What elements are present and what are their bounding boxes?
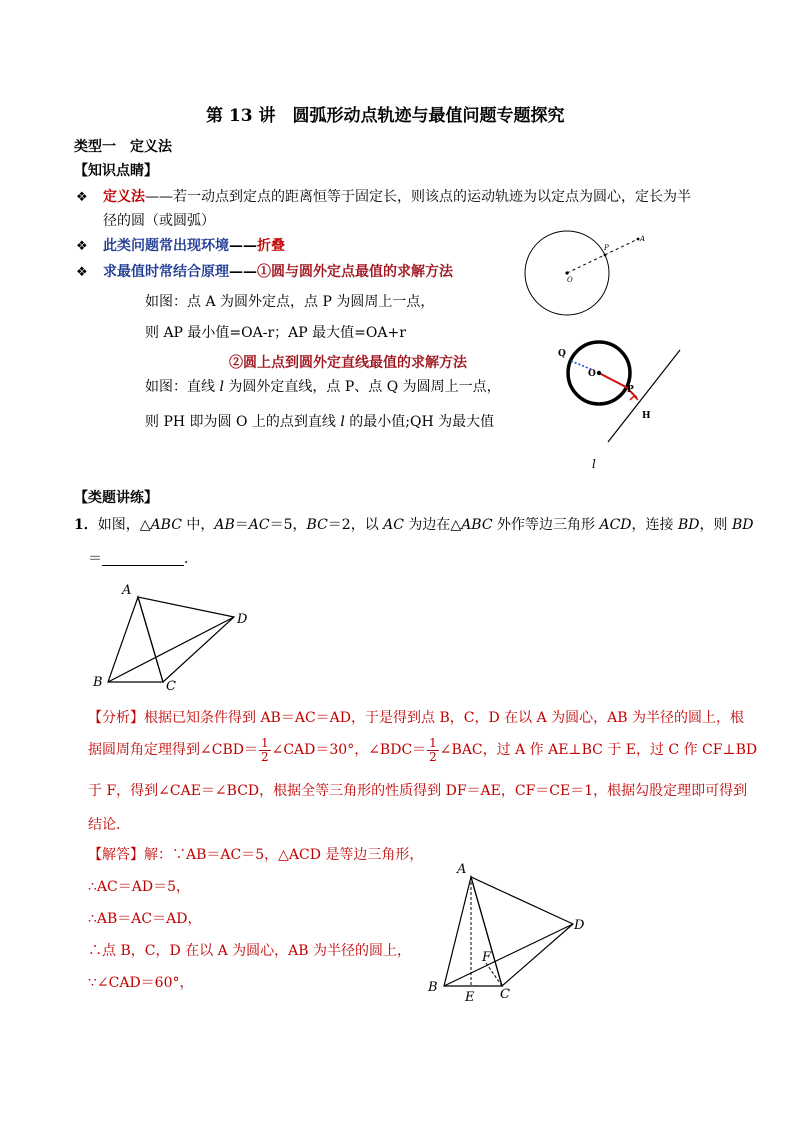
q1-bd2: BD — [731, 517, 754, 533]
point-o — [565, 271, 568, 274]
method-1-line-1: 如图：点 A 为圆外定点，点 P 为圆周上一点， — [145, 294, 435, 310]
fraction-den: 2 — [260, 749, 269, 764]
analysis-text-2a: 据圆周角定理得到∠CBD＝ — [88, 742, 258, 759]
segment-cf — [486, 963, 502, 986]
fraction-num: 1 — [429, 736, 437, 750]
fraction-half — [427, 737, 439, 763]
fraction-half — [259, 737, 271, 763]
analysis-tag: 【分析】 — [88, 710, 144, 726]
q1-abc2: ABC — [461, 517, 493, 533]
label-p: P — [627, 385, 634, 395]
label-o: O — [567, 276, 573, 284]
method-2-title: ②圆上点到圆外定直线最值的求解方法 — [229, 355, 467, 371]
figure-circle-point — [520, 225, 660, 325]
question-number: 1． — [74, 517, 98, 533]
q1-val1: ＝5， — [269, 517, 307, 533]
figure-circle-line — [550, 330, 700, 475]
practice-header: 【类题讲练】 — [74, 490, 158, 506]
knowledge-header: 【知识点睛】 — [74, 163, 158, 179]
q1-val2: ＝2，以 — [327, 517, 384, 533]
label-d: D — [237, 612, 248, 627]
solution-line-5: ∵∠CAD＝60°， — [88, 975, 194, 991]
q1-ac: AC — [248, 517, 270, 533]
label-c: C — [500, 987, 510, 1002]
label-f: F — [482, 950, 492, 965]
principle-line — [103, 265, 453, 279]
method-2-line-2-b: 的最小值;QH 为最大值 — [344, 414, 495, 430]
q1-text-e: ，连接 — [631, 517, 678, 533]
analysis-line-4: 结论． — [88, 817, 130, 833]
question-1-line-2 — [88, 552, 198, 566]
q1-period: ． — [184, 551, 198, 567]
fraction-den: 2 — [429, 749, 437, 764]
segment-op — [599, 373, 626, 387]
label-h: H — [642, 411, 651, 421]
point-a — [637, 238, 640, 241]
question-1-line-1: 1．如图，△ABC 中，AB＝AC＝5，BC＝2，以 AC 为边在△ABC 外作等边三角形 ACD，连接 BD，则 BD — [74, 517, 754, 533]
environment-label: 此类问题常出现环境 — [103, 238, 229, 254]
method-2-line-1-a: 如图：直线 — [145, 379, 220, 395]
label-a: A — [122, 583, 132, 598]
method-1-title: ①圆与圆外定点最值的求解方法 — [257, 264, 453, 280]
q1-abc: ABC — [150, 517, 182, 533]
line-l-symbol: l — [219, 379, 224, 395]
label-a: A — [640, 235, 646, 243]
definition-line-2: 径的圆（或圆弧） — [103, 213, 215, 229]
analysis-line-1 — [88, 711, 744, 725]
q1-eq-sign: ＝ — [88, 551, 102, 567]
environment-value: 折叠 — [257, 238, 285, 254]
principle-label: 求最值时常结合原理 — [103, 264, 229, 280]
label-p: P — [604, 244, 609, 252]
definition-text: ——若一动点到定点的距离恒等于固定长，则该点的运动轨迹为以定点为圆心，定长为半 — [145, 189, 691, 205]
solution-line-2: ∴AC＝AD＝5， — [88, 879, 190, 895]
triangle-abc — [108, 597, 163, 682]
segment-bd — [444, 924, 573, 986]
analysis-line-2 — [88, 737, 757, 763]
q1-acd: ACD — [599, 517, 632, 533]
section-type-heading: 类型一 定义法 — [74, 139, 172, 155]
segment-oa — [567, 239, 638, 273]
solution-line-3: ∴AB＝AC＝AD， — [88, 911, 202, 927]
q1-ac2: AC — [383, 517, 404, 533]
method-2-line-1-b: 为圆外定直线，点 P、点 Q 为圆周上一点， — [223, 379, 501, 395]
definition-label: 定义法 — [103, 189, 145, 205]
point-p — [604, 254, 607, 257]
fraction-num: 1 — [260, 736, 269, 750]
label-q: Q — [558, 349, 566, 359]
environment-line — [103, 239, 285, 253]
solution-line-1 — [88, 848, 423, 862]
page-title: 第 13 讲 圆弧形动点轨迹与最值问题专题探究 — [206, 106, 565, 126]
method-2-line-2-a: 则 PH 即为圆 O 上的点到直线 — [145, 414, 341, 430]
solution-line-4: ∴点 B，C，D 在以 A 为圆心，AB 为半径的圆上， — [88, 943, 411, 959]
q1-text-f: ，则 — [699, 517, 732, 533]
definition-line-1 — [103, 190, 691, 204]
label-o: O — [588, 369, 596, 379]
analysis-text-2c: ∠BAC，过 A 作 AE⊥BC 于 E，过 C 作 CF⊥BD — [439, 742, 758, 759]
figure-solution — [420, 858, 600, 1008]
analysis-text-1: 根据已知条件得到 AB＝AC＝AD，于是得到点 B，C，D 在以 A 为圆心，AB 为半径的圆上，根 — [144, 710, 744, 726]
label-a: A — [457, 862, 467, 877]
bullet-icon: ❖ — [76, 190, 88, 205]
solution-text-1: 解：∵AB＝AC＝5，△ACD 是等边三角形， — [144, 847, 424, 863]
q1-bc: BC — [306, 517, 328, 533]
q1-text-c: 为边在△ — [403, 517, 462, 533]
figure-question-1 — [88, 580, 258, 692]
triangle-acd — [138, 597, 234, 682]
method-2-line-1 — [145, 380, 501, 394]
principle-dash: —— — [229, 264, 257, 280]
triangle-abc — [444, 877, 502, 986]
point-o — [597, 371, 601, 375]
solution-tag: 【解答】 — [88, 847, 144, 863]
environment-dash: —— — [229, 238, 257, 254]
analysis-text-2b: ∠CAD＝30°，∠BDC＝ — [271, 742, 427, 759]
label-b: B — [428, 980, 438, 995]
bullet-icon: ❖ — [76, 239, 88, 254]
bullet-icon: ❖ — [76, 265, 88, 280]
label-e: E — [465, 990, 475, 1005]
q1-text-b: 中， — [181, 517, 215, 533]
q1-bd: BD — [677, 517, 700, 533]
q1-text-d: 外作等边三角形 — [492, 517, 600, 533]
label-c: C — [166, 679, 176, 692]
q1-ab: AB — [214, 517, 235, 533]
analysis-line-3: 于 F，得到∠CAE＝∠BCD，根据全等三角形的性质得到 DF＝AE，CF＝CE＝1，根据勾股定理即可得到 — [88, 783, 748, 799]
answer-blank[interactable] — [102, 553, 184, 566]
label-b: B — [93, 675, 103, 690]
method-1-line-2: 则 AP 最小值=OA-r；AP 最大值=OA+r — [145, 325, 406, 341]
line-l-symbol: l — [340, 414, 345, 430]
label-d: D — [574, 918, 585, 933]
label-l: l — [592, 457, 596, 471]
q1-text-a: 如图，△ — [97, 517, 151, 533]
method-2-line-2 — [145, 415, 494, 429]
